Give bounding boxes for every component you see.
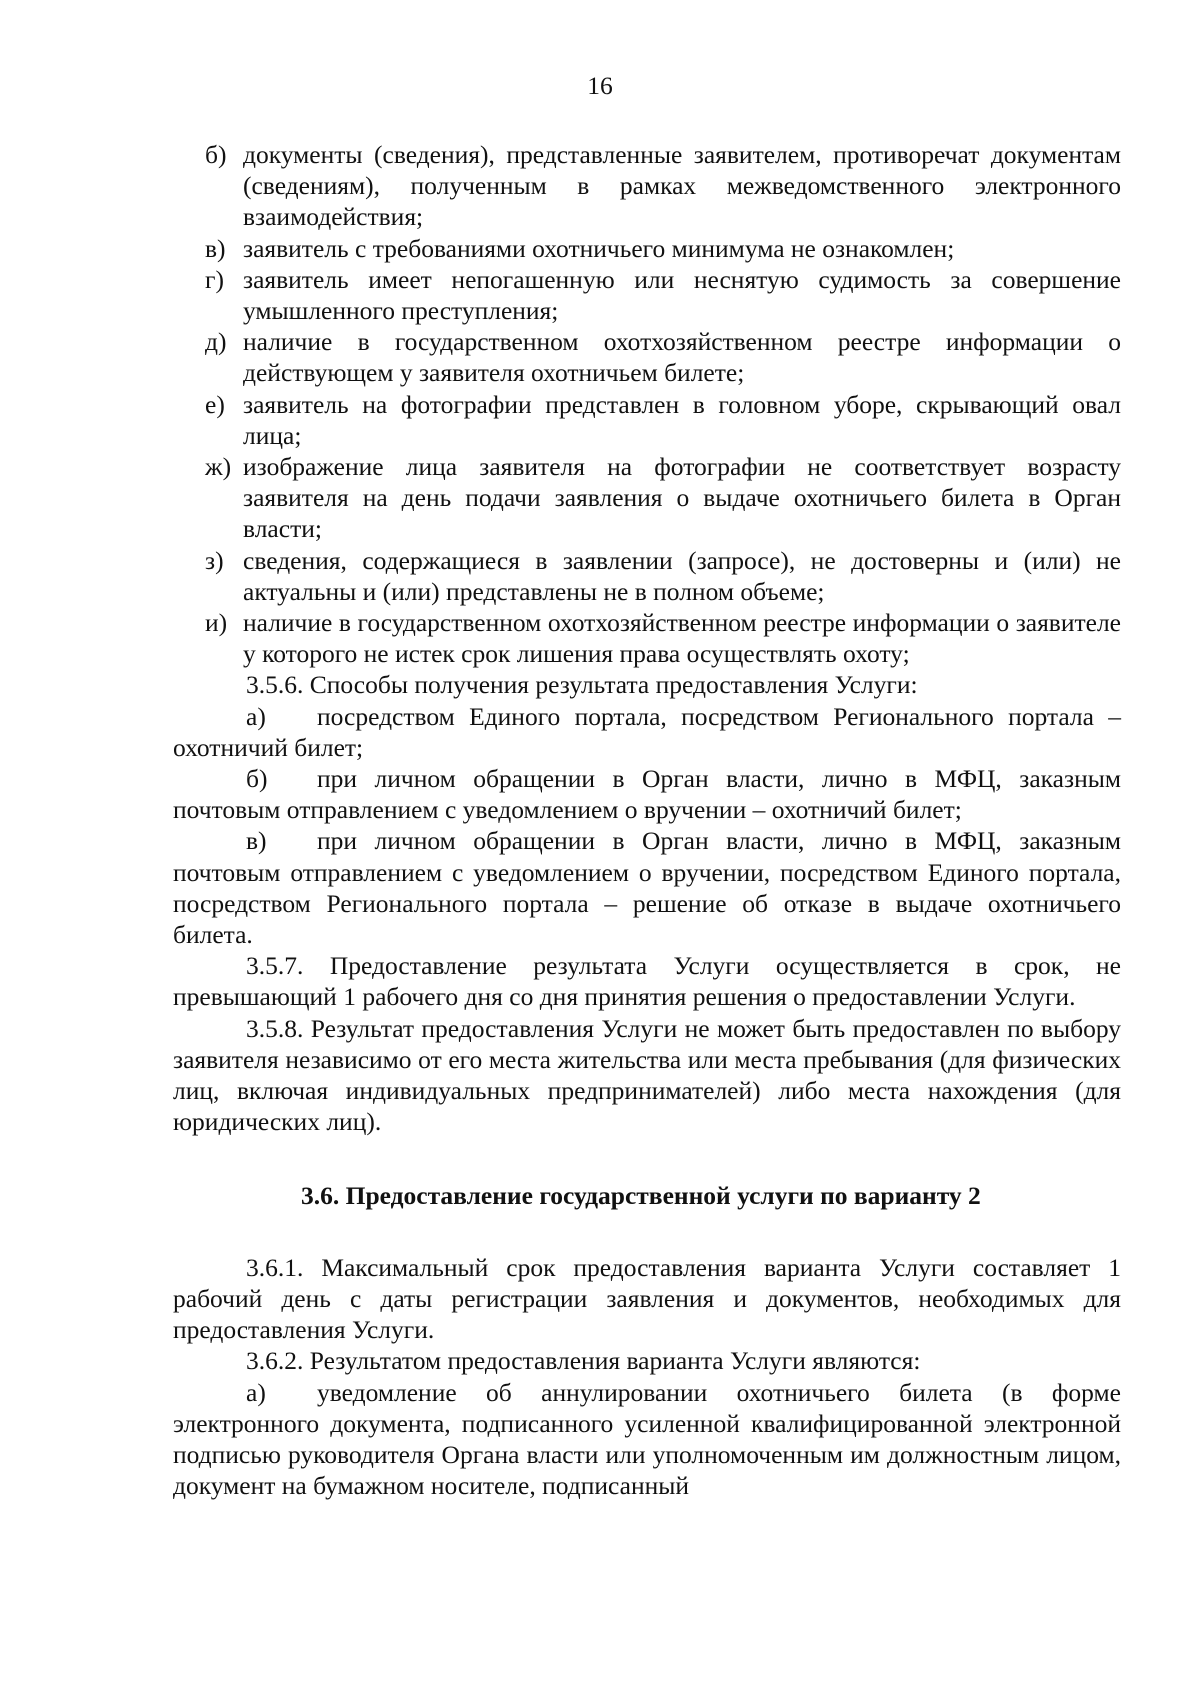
list-item <box>173 264 1121 326</box>
item-marker: а) <box>246 1377 266 1407</box>
document-body <box>173 139 1121 1501</box>
list-marker: г) <box>205 264 224 294</box>
item-marker: а) <box>246 701 266 731</box>
list-item <box>173 233 1121 264</box>
list-item <box>173 607 1121 669</box>
list-item-text: сведения, содержащиеся в заявлении (запросе), не достоверны и (или) не актуальны и (или) представлены не в полном объеме; <box>243 545 1121 606</box>
paragraph-3-6-1: 3.6.1. Максимальный срок предоставления варианта Услуги составляет 1 рабочий день с даты регистрации заявления и документов, необходимых для предоставления Услуги. <box>173 1252 1121 1345</box>
paragraph-3-5-6: 3.5.6. Способы получения результата предоставления Услуги: <box>246 670 918 700</box>
paragraph-3-5-8: 3.5.8. Результат предоставления Услуги не может быть предоставлен по выбору заявителя независимо от его места жительства или места пребывания (для физических лиц, включая индивидуальных предпринимателей) либо места нахождения (для юридических лиц). <box>173 1013 1121 1137</box>
page-number: 16 <box>587 71 613 100</box>
item-text: при личном обращении в Орган власти, лично в МФЦ, заказным почтовым отправлением с уведомлением о вручении – охотничий билет; <box>173 764 1121 825</box>
paragraph-item <box>173 701 1121 763</box>
list-marker: д) <box>205 327 227 357</box>
list-item <box>173 139 1121 233</box>
list-marker: в) <box>205 233 226 263</box>
list-marker: б) <box>205 140 227 169</box>
item-text: при личном обращении в Орган власти, лично в МФЦ, заказным почтовым отправлением с уведомлением о вручении, посредством Единого портала, посредством Регионального портала – решение об отказе в выдаче охотничьего билета. <box>173 826 1121 950</box>
list-marker: и) <box>205 608 228 638</box>
list-item-text: документы (сведения), представленные заявителем, противоречат документам (сведениям), полученным в рамках межведомственного электронного взаимодействия; <box>243 140 1121 232</box>
list-item <box>173 545 1121 607</box>
paragraph-item <box>173 1377 1121 1502</box>
list-item-text: заявитель с требованиями охотничьего минимума не ознакомлен; <box>243 233 955 263</box>
list-marker: ж) <box>205 452 232 482</box>
list-item-text: заявитель на фотографии представлен в головном уборе, скрывающий овал лица; <box>243 389 1121 450</box>
item-text: уведомление об аннулировании охотничьего билета (в форме электронного документа, подписанного усиленной квалифицированной электронной подписью руководителя Органа власти или уполномоченным им должностным лицом, документ на бумажном носителе, подписанный <box>173 1377 1121 1501</box>
list-item <box>173 326 1121 388</box>
list-item-text: наличие в государственном охотхозяйственном реестре информации о действующем у заявителя охотничьем билете; <box>243 327 1121 388</box>
paragraph-3-5-7: 3.5.7. Предоставление результата Услуги осуществляется в срок, не превышающий 1 рабочего дня со дня принятия решения о предоставлении Услуги. <box>173 951 1121 1012</box>
list-marker: е) <box>205 389 225 419</box>
list-item <box>173 451 1121 545</box>
refusal-grounds-list <box>173 139 1121 669</box>
paragraph-item <box>173 825 1121 950</box>
item-marker: в) <box>246 826 267 856</box>
paragraph-3-6-2: 3.6.2. Результатом предоставления варианта Услуги являются: <box>246 1346 921 1376</box>
paragraph-item <box>173 763 1121 825</box>
list-marker: з) <box>205 545 224 575</box>
list-item-text: наличие в государственном охотхозяйственном реестре информации о заявителе у которого не истек срок лишения права осуществлять охоту; <box>243 608 1121 669</box>
section-heading-3-6: 3.6. Предоставление государственной услуги по варианту 2 <box>301 1180 981 1210</box>
item-text: посредством Единого портала, посредством Регионального портала – охотничий билет; <box>173 701 1121 762</box>
list-item-text: заявитель имеет непогашенную или неснятую судимость за совершение умышленного преступления; <box>243 264 1121 326</box>
list-item-text: изображение лица заявителя на фотографии не соответствует возрасту заявителя на день подачи заявления о выдаче охотничьего билета в Орган власти; <box>243 452 1121 544</box>
list-item <box>173 389 1121 451</box>
item-marker: б) <box>246 764 268 794</box>
